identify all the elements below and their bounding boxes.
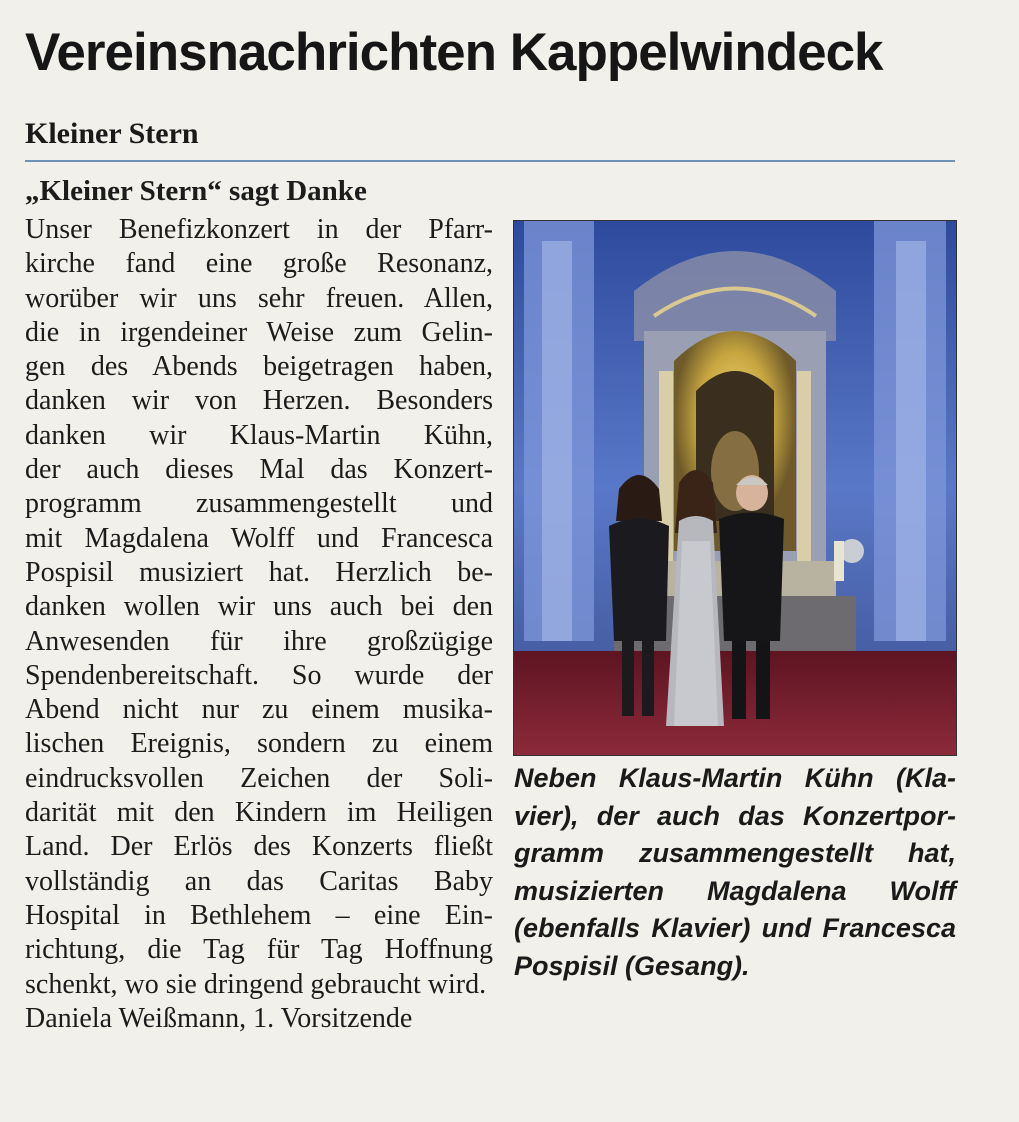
body-line: worüber wir uns sehr freuen. Allen, bbox=[25, 282, 493, 314]
body-line: gen des Abends beigetragen haben, bbox=[25, 351, 493, 383]
body-line: programm zusammengestellt und bbox=[25, 488, 493, 520]
church-altar-illustration bbox=[514, 221, 956, 755]
section-title: Kleiner Stern bbox=[25, 117, 199, 150]
body-line: Land. Der Erlös des Konzerts fließt bbox=[25, 831, 493, 863]
body-line: Abend nicht nur zu einem musika- bbox=[25, 694, 493, 726]
body-line: danken wollen wir uns auch bei den bbox=[25, 591, 493, 623]
body-line: danken wir Klaus-Martin Kühn, bbox=[25, 419, 493, 451]
article-body bbox=[25, 213, 493, 1036]
body-line: schenkt, wo sie dringend gebraucht wird. bbox=[25, 968, 487, 1000]
article-headline: „Kleiner Stern“ sagt Danke bbox=[25, 175, 367, 207]
body-line: mit Magdalena Wolff und Francesca bbox=[25, 522, 493, 554]
body-line: richtung, die Tag für Tag Hoffnung bbox=[25, 934, 493, 966]
body-line: der auch dieses Mal das Konzert- bbox=[25, 454, 493, 486]
photo-caption bbox=[514, 760, 956, 985]
caption-line: gramm zusammengestellt hat, bbox=[514, 838, 956, 868]
caption-line: Pospisil (Gesang). bbox=[514, 950, 750, 981]
body-line: eindrucksvollen Zeichen der Soli- bbox=[25, 762, 493, 794]
body-line: Anwesenden für ihre großzügige bbox=[25, 625, 493, 657]
body-line: Spendenbereitschaft. So wurde der bbox=[25, 659, 493, 691]
body-line: lischen Ereignis, sondern zu einem bbox=[25, 728, 493, 760]
body-line: kirche fand eine große Resonanz, bbox=[25, 248, 493, 280]
caption-line: (ebenfalls Klavier) und Francesca bbox=[514, 913, 956, 943]
signature-line: Daniela Weißmann, 1. Vorsitzende bbox=[25, 1002, 413, 1034]
caption-line: musizierten Magdalena Wolff bbox=[514, 875, 956, 906]
caption-line: Neben Klaus-Martin Kühn (Kla- bbox=[514, 763, 956, 793]
body-line: Unser Benefizkonzert in der Pfarr- bbox=[25, 214, 493, 245]
body-line: Pospisil musiziert hat. Herzlich be- bbox=[25, 556, 493, 588]
body-line: danken wir von Herzen. Besonders bbox=[25, 385, 493, 417]
body-line: die in irgendeiner Weise zum Gelin- bbox=[25, 316, 493, 348]
body-line: vollständig an das Caritas Baby bbox=[25, 865, 493, 897]
page-title: Vereinsnachrichten Kappelwindeck bbox=[25, 23, 883, 82]
caption-line: vier), der auch das Konzertpor- bbox=[514, 800, 956, 831]
concert-photo bbox=[513, 220, 957, 756]
section-divider bbox=[25, 160, 955, 162]
body-line: Hospital in Bethlehem – eine Ein- bbox=[25, 899, 493, 931]
body-line: darität mit den Kindern im Heiligen bbox=[25, 797, 493, 829]
